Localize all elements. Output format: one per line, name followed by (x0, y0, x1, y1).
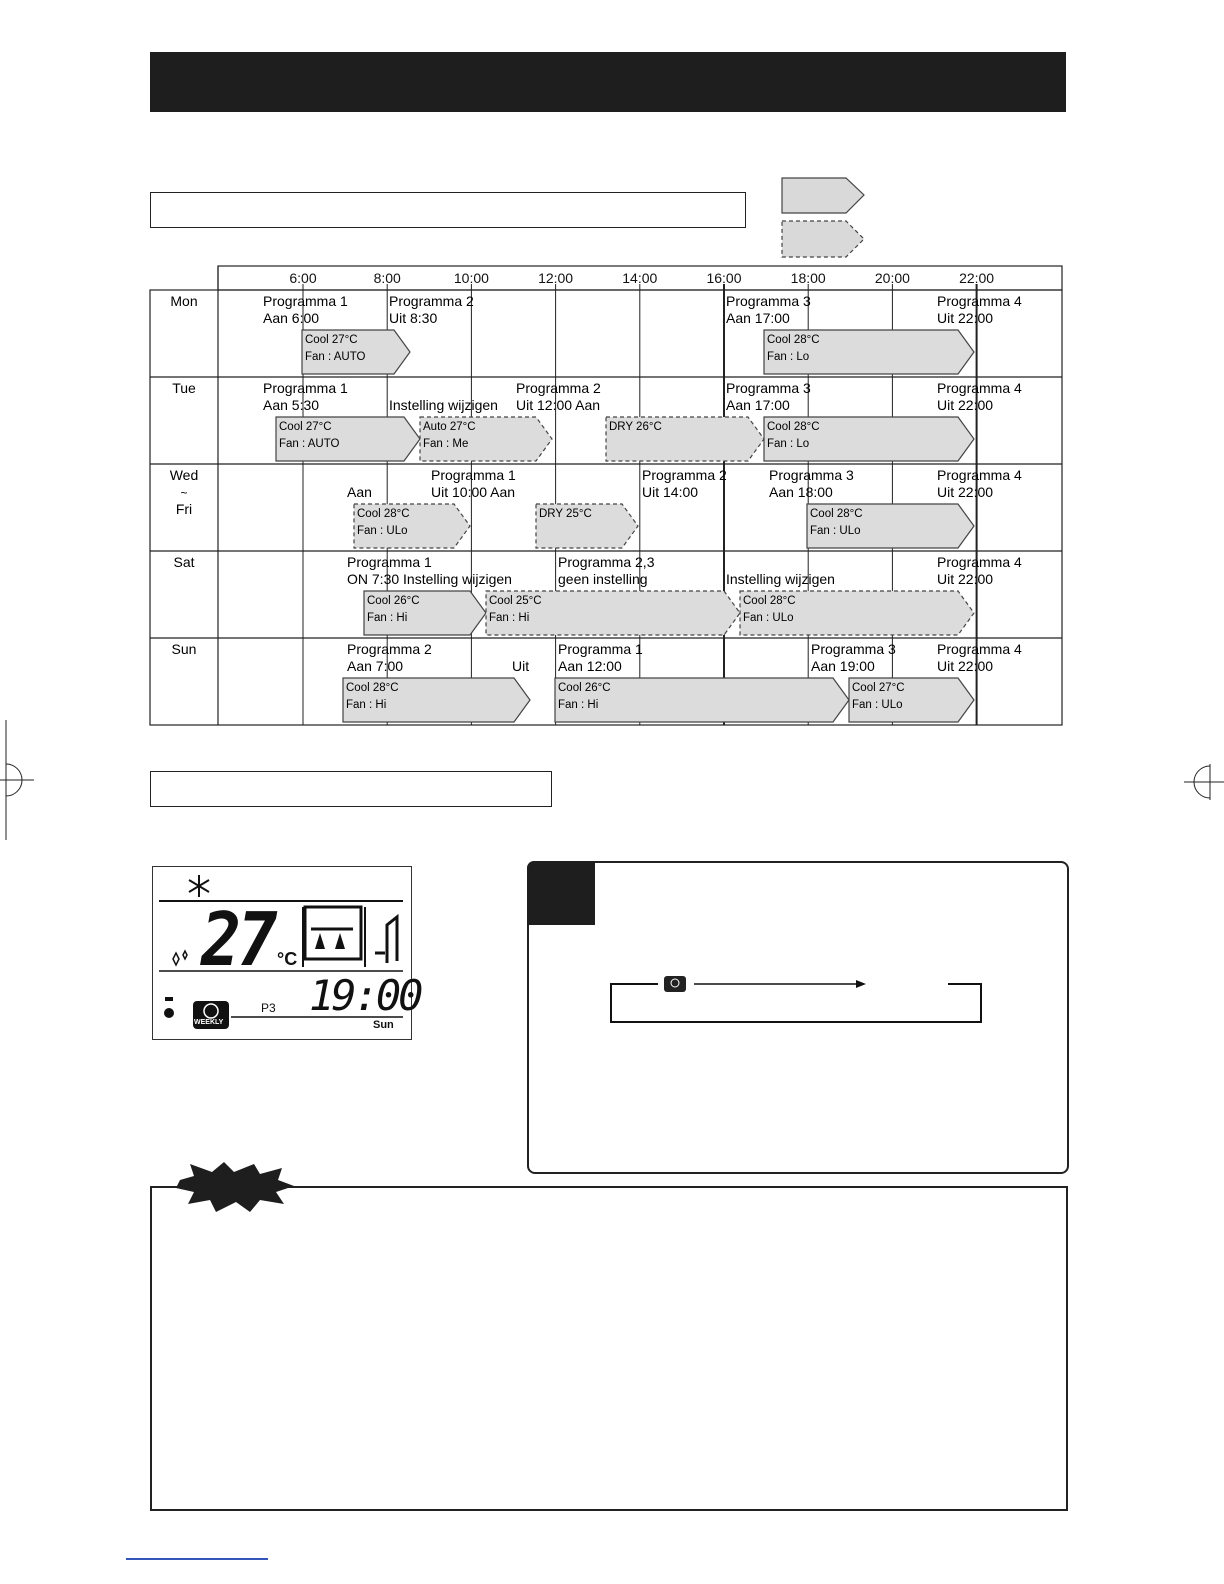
fan-icon (164, 997, 174, 1018)
schedule-caption-box (150, 192, 746, 228)
program-time: Uit 22:00 (937, 310, 994, 326)
bar-fan-label: Fan : ULo (743, 612, 794, 624)
bar-setting-label: Cool 28°C (810, 508, 863, 520)
program-label: Programma 1 (431, 467, 516, 483)
program-label: Programma 4 (937, 380, 1022, 396)
program-label: Programma 4 (937, 554, 1022, 570)
program-time: Aan 7:00 (347, 658, 404, 674)
program-time: Aan 6:00 (263, 310, 320, 326)
program-label: Programma 3 (726, 380, 811, 396)
bar-fan-label: Fan : ULo (852, 699, 903, 711)
footer-rule (126, 1558, 268, 1560)
bar-setting-label: Cool 26°C (558, 682, 611, 694)
program-time: Aan 17:00 (726, 310, 790, 326)
program-time: Uit 22:00 (937, 571, 994, 587)
bar-setting-label: Cool 27°C (279, 421, 332, 433)
program-time: Uit 22:00 (937, 484, 994, 500)
lcd-display (152, 866, 421, 1040)
bar-fan-label: Fan : Hi (346, 699, 387, 711)
day-label-end: Fri (175, 501, 193, 517)
day-label: Mon (170, 293, 198, 309)
day-label: Tue (172, 380, 196, 396)
program-label: Programma 1 (347, 554, 432, 570)
registration-mark-right (1184, 760, 1224, 804)
bar-fan-label: Fan : AUTO (305, 351, 366, 363)
time-label: 20:00 (874, 270, 910, 286)
program-label: Programma 2 (347, 641, 432, 657)
bar-fan-label: Fan : Lo (767, 438, 810, 450)
time-label: 12:00 (538, 270, 574, 286)
bar-setting-label: DRY 25°C (539, 508, 592, 520)
time-label: 8:00 (373, 270, 401, 286)
lcd-program: P3 (261, 1001, 276, 1015)
program-label: Programma 2 (516, 380, 601, 396)
time-label: 22:00 (959, 270, 995, 286)
bar-setting-label: Cool 28°C (743, 595, 796, 607)
bar-fan-label: Fan : Hi (489, 612, 530, 624)
bar-fan-label: Fan : ULo (357, 525, 408, 537)
program-time: Aan 19:00 (811, 658, 875, 674)
bar-setting-label: Cool 27°C (852, 682, 905, 694)
program-label: Programma 1 (263, 380, 348, 396)
note-box (150, 1186, 1068, 1511)
program-label: Programma 1 (263, 293, 348, 309)
lcd-day: Sun (373, 1019, 394, 1031)
bar-fan-label: Fan : ULo (810, 525, 861, 537)
program-time: Aan 5:30 (263, 397, 320, 413)
registration-mark-left (0, 720, 40, 840)
step-tab (527, 861, 595, 925)
program-label: Programma 3 (811, 641, 896, 657)
bar-setting-label: Cool 28°C (767, 421, 820, 433)
legend-solid-arrow (782, 178, 864, 213)
display-caption-box (150, 771, 552, 807)
program-time: Instelling wijzigen (726, 571, 835, 587)
program-label: Programma 3 (769, 467, 854, 483)
program-time: Aan 18:00 (769, 484, 833, 500)
bar-fan-label: Fan : Hi (558, 699, 599, 711)
bar-setting-label: DRY 26°C (609, 421, 662, 433)
weekly-schedule-table (148, 264, 1064, 728)
program-time: Uit 10:00 Aan (431, 484, 516, 500)
program-time: Uit 22:00 (937, 397, 994, 413)
program-time: Uit 8:30 (389, 310, 438, 326)
sparkle-icon (173, 951, 187, 965)
day-label: Wed (169, 467, 199, 483)
bar-setting-label: Cool 28°C (346, 682, 399, 694)
snowflake-icon (189, 875, 209, 897)
program-label: Programma 2,3 (558, 554, 655, 570)
airflow-icon (305, 907, 361, 959)
time-label: 14:00 (622, 270, 658, 286)
time-label: 6:00 (289, 270, 317, 286)
program-time: ON 7:30 Instelling wijzigen (347, 571, 512, 587)
program-time: Uit (512, 658, 530, 674)
time-label: 16:00 (706, 270, 742, 286)
day-label: Sun (171, 641, 197, 657)
bar-fan-label: Fan : Lo (767, 351, 810, 363)
time-label: 10:00 (453, 270, 489, 286)
note-burst-icon (172, 1160, 298, 1216)
bar-setting-label: Cool 28°C (767, 334, 820, 346)
program-label: Programma 4 (937, 467, 1022, 483)
bar-fan-label: Fan : Me (423, 438, 469, 450)
lcd-clock: 19:00 (309, 971, 421, 1020)
program-label: Programma 1 (558, 641, 643, 657)
program-time: geen instelling (558, 571, 648, 587)
program-time: Uit 12:00 Aan (516, 397, 601, 413)
header-bar (150, 52, 1066, 112)
day-range-tilde: ~ (180, 486, 188, 500)
program-time: Aan 12:00 (558, 658, 622, 674)
swing-icon (375, 917, 397, 963)
program-time: Instelling wijzigen (389, 397, 498, 413)
bar-fan-label: Fan : Hi (367, 612, 408, 624)
flow-diagram (600, 970, 990, 1030)
bar-setting-label: Cool 26°C (367, 595, 420, 607)
program-time: Uit 14:00 (642, 484, 699, 500)
program-label: Programma 2 (642, 467, 727, 483)
lcd-unit: °C (277, 949, 298, 969)
weekly-button-icon (664, 976, 686, 992)
legend (778, 175, 868, 265)
bar-fan-label: Fan : AUTO (279, 438, 340, 450)
bar-setting-label: Cool 27°C (305, 334, 358, 346)
bar-setting-label: Auto 27°C (423, 421, 476, 433)
legend-dashed-arrow (782, 221, 864, 257)
lcd-temperature: 27 (201, 897, 274, 983)
program-label: Programma 3 (726, 293, 811, 309)
program-label: Programma 4 (937, 641, 1022, 657)
bar-setting-label: Cool 25°C (489, 595, 542, 607)
bar-setting-label: Cool 28°C (357, 508, 410, 520)
day-label: Sat (173, 554, 195, 570)
arrow-right-icon (856, 980, 866, 988)
time-label: 18:00 (790, 270, 826, 286)
program-time: Aan 17:00 (726, 397, 790, 413)
program-label: Programma 2 (389, 293, 474, 309)
lcd-weekly-label: WEEKLY (194, 1019, 224, 1026)
program-time: Uit 22:00 (937, 658, 994, 674)
program-time: Aan (347, 484, 372, 500)
program-label: Programma 4 (937, 293, 1022, 309)
